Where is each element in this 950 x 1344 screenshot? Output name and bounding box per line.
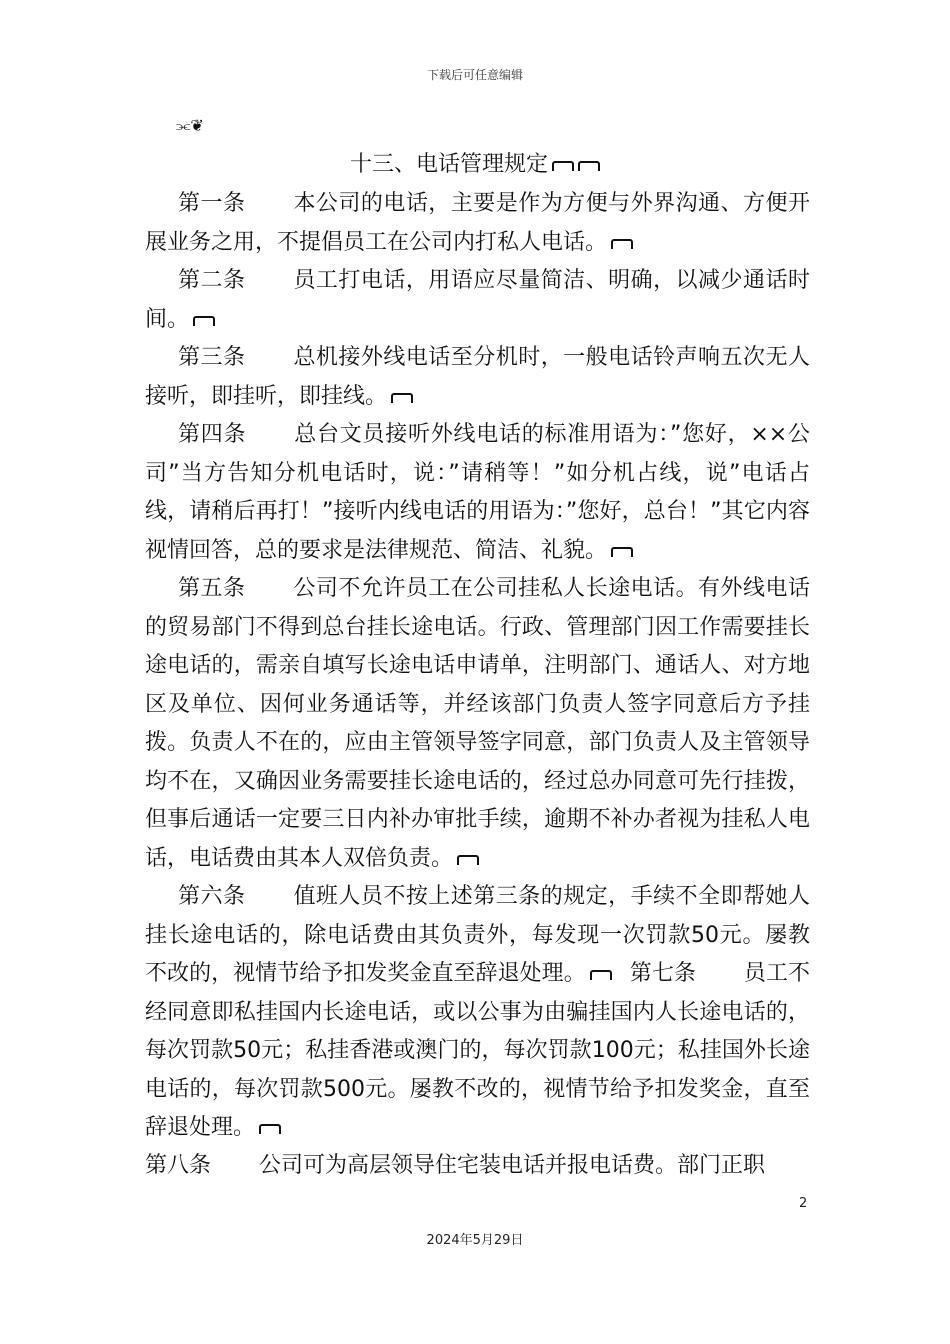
article-label: 第六条	[178, 884, 246, 909]
article-label: 第四条	[178, 422, 247, 447]
article-text: 总机接外线电话至分机时，一般电话铃声响五次无人接听，即挂听，即挂线。	[145, 345, 810, 409]
article-4	[145, 416, 810, 570]
paragraph-mark-icon	[611, 239, 633, 249]
article-2	[145, 262, 810, 339]
page-header: 下载后可任意编辑	[426, 68, 523, 82]
page-number: 2	[799, 1196, 808, 1211]
article-text: 员工打电话，用语应尽量简洁、明确，以减少通话时间。	[145, 268, 810, 332]
article-6-7	[145, 878, 810, 1148]
paragraph-mark-icon	[259, 1124, 281, 1134]
article-label: 第二条	[178, 268, 246, 293]
article-8	[145, 1147, 810, 1186]
article-label: 第七条	[629, 961, 696, 986]
paragraph-mark-icon	[590, 970, 612, 980]
article-text: 值班人员不按上述第三条的规定，手续不全即帮她人挂长途电话的，除电话费由其负责外，每发现一次罚款50元。屡教不改的，视情节给予扣发奖金直至辞退处理。	[145, 884, 810, 986]
article-text: 公司可为高层领导住宅装电话并报电话费。部门正职	[259, 1153, 766, 1178]
article-text: 总台文员接听外线电话的标准用语为：”您好，××公司”当方告知分机电话时，说：”请稍等！”如分机占线，说”电话占线，请稍后再打！”接听内线电话的用语为：”您好，总台！”其它内容视情回答，总的要求是法律规范、简洁、礼貌。	[145, 422, 810, 563]
document-title	[0, 148, 950, 182]
article-label: 第五条	[178, 576, 246, 601]
article-5	[145, 570, 810, 878]
article-label: 第八条	[145, 1153, 212, 1178]
paragraph-mark-icon	[552, 161, 574, 171]
paragraph-mark-icon	[611, 547, 633, 557]
page-footer-date: 2024年5月29日	[426, 1233, 524, 1248]
paragraph-mark-icon	[457, 855, 479, 865]
ornament-icon: ⫘❦	[176, 116, 204, 135]
article-1	[145, 185, 810, 262]
paragraph-mark-icon	[193, 316, 215, 326]
article-text: 本公司的电话，主要是作为方便与外界沟通、方便开展业务之用，不提倡员工在公司内打私人电话。	[145, 191, 810, 255]
article-3	[145, 339, 810, 416]
article-text: 员工不经同意即私挂国内长途电话，或以公事为由骗挂国内人长途电话的，每次罚款50元；私挂香港或澳门的，每次罚款100元；私挂国外长途电话的，每次罚款500元。屡教不改的，视情节给予扣发奖金，直至辞退处理。	[145, 961, 810, 1140]
article-label: 第三条	[178, 345, 246, 370]
title-text: 十三、电话管理规定	[349, 152, 548, 177]
paragraph-mark-icon	[391, 393, 413, 403]
paragraph-mark-icon	[578, 161, 600, 171]
article-label: 第一条	[178, 191, 246, 216]
article-text: 公司不允许员工在公司挂私人长途电话。有外线电话的贸易部门不得到总台挂长途电话。行政、管理部门因工作需要挂长途电话的，需亲自填写长途电话申请单，注明部门、通话人、对方地区及单位、因何业务通话等，并经该部门负责人签字同意后方予挂拨。负责人不在的，应由主管领导签字同意，部门负责人及主管领导均不在，又确因业务需要挂长途电话的，经过总办同意可先行挂拨，但事后通话一定要三日内补办审批手续，逾期不补办者视为挂私人电话，电话费由其本人双倍负责。	[145, 576, 810, 871]
